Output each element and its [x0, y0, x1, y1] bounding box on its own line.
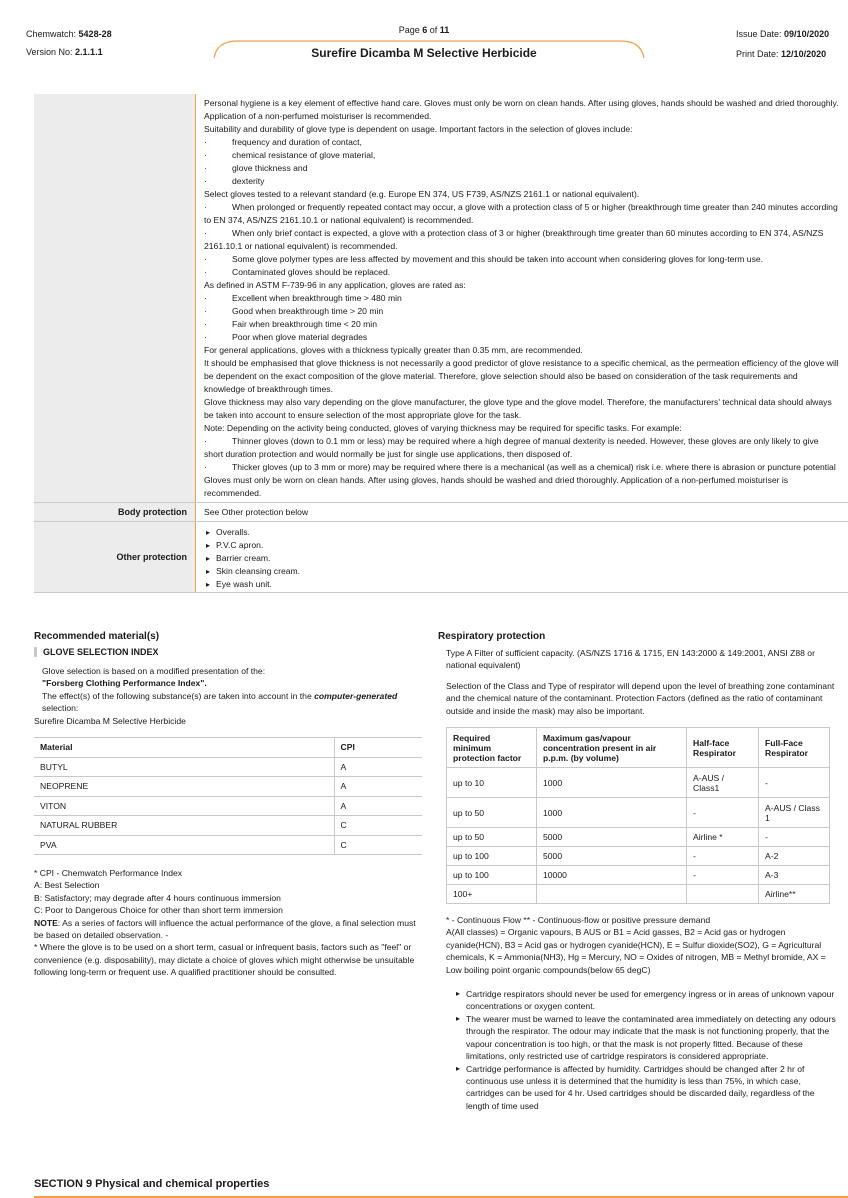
recommended-materials-heading: Recommended material(s): [34, 631, 160, 642]
page-number: [0, 25, 848, 35]
flow-legend: * - Continuous Flow ** - Continuous-flow or positive pressure demand: [446, 915, 711, 926]
material-cell: NATURAL RUBBER: [34, 816, 334, 836]
factor-item: · frequency and duration of contact,: [204, 136, 840, 149]
hand-p2: Suitability and durability of glove type is dependent on usage. Important factors in the selection of gloves include:: [204, 124, 633, 134]
cpi-cell: C: [334, 835, 422, 855]
cell: [687, 885, 759, 904]
cpi-cell: A: [334, 757, 422, 777]
factor-item: · glove thickness and: [204, 162, 840, 175]
cell: -: [687, 798, 759, 828]
hand-b6-text: Thicker gloves (up to 3 mm or more) may be required where there is a mechanical (as well as a chemical) risk i.e. where there is abrasion or puncture potential: [232, 462, 836, 472]
cartridge-bullets: [438, 988, 838, 1112]
hand-p7: Glove thickness may also vary depending on the glove manufacturer, the glove type and the glove model. Therefore, the manufacturers' technical data should always be taken into account to ensure selection of the most appropriate glove for the task.: [204, 397, 832, 420]
rating-item: · Poor when glove material degrades: [204, 331, 840, 344]
cell: A-3: [759, 866, 830, 885]
table-row: [447, 768, 830, 798]
table-row: [34, 757, 422, 777]
cell: A-AUS / Class1: [687, 768, 759, 798]
respirator-filter-text: Type A Filter of sufficient capacity. (AS/NZS 1716 & 1715, EN 143:2000 & 149:2001, ANSI Z88 or national equivalent): [446, 648, 815, 671]
usage-note: * Where the glove is to be used on a short term, casual or infrequent basis, factors such as "feel" or convenience (e.g. disposability), may dictate a choice of gloves which might otherwise be unsuitable following long-term or frequent use. A qualified practitioner should be consulted.: [34, 942, 415, 978]
hand-p3: Select gloves tested to a relevant standard (e.g. Europe EN 374, US F739, AS/NZS 2161.1 or national equivalent).: [204, 189, 640, 199]
print-label: Print Date:: [736, 49, 779, 59]
col-protection-factor: Required minimum protection factor: [447, 728, 537, 768]
material-cell: PVA: [34, 835, 334, 855]
rating-item: · Fair when breakthrough time < 20 min: [204, 318, 840, 331]
cell: 100+: [447, 885, 537, 904]
cell: -: [759, 828, 830, 847]
filter-class-legend: A(All classes) = Organic vapours, B AUS or B1 = Acid gasses, B2 = Acid gas or hydrogen cyanide(HCN), B3 = Acid gas or hydrogen cyanide(HCN), E = Sulfur dioxide(SO2), G = Agricultural chemicals, K = Ammonia(NH3), Hg = Mercury, NO = Oxides of nitrogen, MB = Methyl bromide, AX = Low boiling point organic compounds(below 65 degC): [446, 927, 826, 975]
glove-selection-index-heading: GLOVE SELECTION INDEX: [34, 647, 422, 657]
cpi-notes: [34, 867, 422, 979]
table-row: [34, 816, 422, 836]
cpi-cell: A: [334, 796, 422, 816]
glove-material-table: [34, 737, 422, 855]
table-row: [34, 796, 422, 816]
other-item: ▸ Skin cleansing cream.: [204, 565, 840, 578]
cell: -: [759, 768, 830, 798]
hand-protection-row: [34, 94, 848, 503]
document-title: Surefire Dicamba M Selective Herbicide: [311, 46, 537, 60]
col-full-face: Full-Face Respirator: [759, 728, 830, 768]
hand-protection-text: [195, 94, 848, 502]
gsi-line3b: computer-generated: [314, 690, 398, 701]
hand-protection-label: [34, 94, 195, 502]
cell: 1000: [537, 798, 687, 828]
other-item: ▸ P.V.C apron.: [204, 539, 840, 552]
body-protection-row: [34, 503, 848, 522]
material-cell: BUTYL: [34, 757, 334, 777]
col-cpi: CPI: [334, 738, 422, 758]
other-item: ▸ Eye wash unit.: [204, 578, 840, 591]
respirator-table: [446, 727, 830, 904]
hand-b3-text: Some glove polymer types are less affected by movement and this should be taken into account when considering gloves for long-term use.: [232, 254, 764, 264]
cell: Airline *: [687, 828, 759, 847]
hand-b4: · Contaminated gloves should be replaced.: [204, 267, 391, 277]
hand-p9: Gloves must only be worn on clean hands. After using gloves, hands should be washed and dried thoroughly. Application of a non-perfumed moisturiser is recommended.: [204, 475, 789, 498]
hand-p6: It should be emphasised that glove thickness is not necessarily a good predictor of glove resistance to a specific chemical, as the permeation efficiency of the glove will be dependent on the exact composition of the glove material. Therefore, glove selection should also be based on consideration of the task requirements and knowledge of breakthrough times.: [204, 358, 839, 394]
note-text: : As a series of factors will influence the actual performance of the glove, a final selection must be based on detailed observation. -: [34, 917, 416, 941]
table-row: [34, 835, 422, 855]
cell: A-2: [759, 847, 830, 866]
table-row: [447, 847, 830, 866]
cell: up to 100: [447, 866, 537, 885]
hand-p5: For general applications, gloves with a thickness typically greater than 0.35 mm, are recommended.: [204, 345, 583, 355]
chemwatch-value: 5428-28: [78, 29, 112, 39]
other-item: ▸ Barrier cream.: [204, 552, 840, 565]
hand-b4-text: Contaminated gloves should be replaced.: [232, 267, 391, 277]
cell: -: [687, 847, 759, 866]
chemwatch-label: Chemwatch:: [26, 29, 77, 39]
hand-b2-text: When only brief contact is expected, a glove with a protection class of 3 or higher (breakthrough time greater than 60 minutes according to EN 374, AS/NZS 2161.10.1 or national equivalent) is recommended.: [204, 228, 824, 251]
page-of: of: [429, 25, 438, 35]
col-half-face: Half-face Respirator: [687, 728, 759, 768]
print-value: 12/10/2020: [781, 49, 827, 59]
rating-item: · Excellent when breakthrough time > 480 min: [204, 292, 840, 305]
cell: -: [687, 866, 759, 885]
gsi-product: Surefire Dicamba M Selective Herbicide: [34, 715, 186, 726]
gsi-line3c: selection:: [42, 703, 79, 714]
page-prefix: Page: [398, 25, 420, 35]
other-protection-label: Other protection: [34, 522, 195, 592]
hand-b2: · When only brief contact is expected, a glove with a protection class of 3 or higher (breakthrough time greater than 60 minutes according to EN 374, AS/NZS 2161.10.1 or national equivalent) is recommended.: [204, 228, 824, 251]
cell: 5000: [537, 847, 687, 866]
cartridge-bullet: ▸ Cartridge performance is affected by humidity. Cartridges should be changed after 2 hr of continuous use unless it is determined that the humidity is less than 75%, in which case, cartridges can be used for 4 hr. Used cartridges should be discarded daily, regardless of the length of time used: [454, 1063, 838, 1113]
cell: Airline**: [759, 885, 830, 904]
cell: up to 10: [447, 768, 537, 798]
factor-item: · dexterity: [204, 175, 840, 188]
cell: up to 50: [447, 798, 537, 828]
respirator-notes: [438, 914, 838, 976]
issue-value: 09/10/2020: [784, 29, 830, 39]
factor-item: · chemical resistance of glove material,: [204, 149, 840, 162]
table-header-row: [34, 738, 422, 758]
ppe-table: [34, 94, 848, 593]
gsi-intro: [34, 665, 422, 715]
page-header: [0, 0, 848, 62]
hand-b5: · Thinner gloves (down to 0.1 mm or less) may be required where a high degree of manual dexterity is needed. However, these gloves are only likely to give short duration protection and would normally be just for single use applications, then disposed of.: [204, 436, 819, 459]
table-header-row: [447, 728, 830, 768]
rating-item: · Good when breakthrough time > 20 min: [204, 305, 840, 318]
hand-b6: · Thicker gloves (up to 3 mm or more) may be required where there is a mechanical (as well as a chemical) risk i.e. where there is abrasion or puncture potential: [204, 462, 836, 472]
other-item: ▸ Overalls.: [204, 526, 840, 539]
version-value: 2.1.1.1: [75, 47, 103, 57]
issue-label: Issue Date:: [736, 29, 782, 39]
col-max-concentration: Maximum gas/vapour concentration present in air p.p.m. (by volume): [537, 728, 687, 768]
col-material: Material: [34, 738, 334, 758]
material-cell: NEOPRENE: [34, 777, 334, 797]
cpi-cell: C: [334, 816, 422, 836]
hand-b5-text: Thinner gloves (down to 0.1 mm or less) may be required where a high degree of manual dexterity is needed. However, these gloves are only likely to give short duration protection and would normally be just for single use applications, then disposed of.: [204, 436, 819, 459]
cartridge-bullet: ▸ The wearer must be warned to leave the contaminated area immediately on detecting any odours through the respirator. The odour may indicate that the mask is not functioning properly, that the vapour concentration is too high, or that the mask is not properly fitted. Because of these limitations, only restricted use of cartridge respirators is considered appropriate.: [454, 1013, 838, 1063]
table-row: [447, 828, 830, 847]
cartridge-bullet: ▸ Cartridge respirators should never be used for emergency ingress or in areas of unknown vapour concentrations or oxygen content.: [454, 988, 838, 1013]
body-protection-value: See Other protection below: [195, 503, 848, 521]
cpi-note: B: Satisfactory; may degrade after 4 hours continuous immersion: [34, 892, 281, 903]
cpi-cell: A: [334, 777, 422, 797]
table-row: [447, 885, 830, 904]
cell: up to 50: [447, 828, 537, 847]
hand-b1: · When prolonged or frequently repeated contact may occur, a glove with a protection class of 5 or higher (breakthrough time greater than 240 minutes according to EN 374, AS/NZS 2161.10.1 or national equivalent) is recommended.: [204, 202, 838, 225]
section-9-heading: SECTION 9 Physical and chemical properties: [34, 1178, 848, 1198]
page-num: 6: [422, 25, 428, 35]
note-label: NOTE: [34, 917, 58, 928]
hand-b1-text: When prolonged or frequently repeated contact may occur, a glove with a protection class of 5 or higher (breakthrough time greater than 240 minutes according to EN 374, AS/NZS 2161.10.1 or national equivalent) is recommended.: [204, 202, 838, 225]
hand-b3: · Some glove polymer types are less affected by movement and this should be taken into account when considering gloves for long-term use.: [204, 254, 764, 264]
table-row: [447, 866, 830, 885]
respiratory-protection-section: [438, 631, 838, 1112]
hand-p8: Note: Depending on the activity being conducted, gloves of varying thickness may be required for specific tasks. For example:: [204, 423, 682, 433]
respiratory-intro: [438, 647, 838, 717]
hand-p1: Personal hygiene is a key element of effective hand care. Gloves must only be worn on clean hands. After using gloves, hands should be washed and dried thoroughly. Application of a non-perfumed moisturiser is recommended.: [204, 98, 839, 121]
table-row: [34, 777, 422, 797]
cpi-note: A: Best Selection: [34, 880, 100, 891]
page-total: 11: [439, 25, 450, 35]
table-row: [447, 798, 830, 828]
cell: 1000: [537, 768, 687, 798]
body-protection-label: Body protection: [34, 503, 195, 521]
gsi-line2: "Forsberg Clothing Performance Index".: [42, 678, 207, 689]
cell: up to 100: [447, 847, 537, 866]
recommended-materials-section: [34, 631, 422, 979]
cpi-note: * CPI - Chemwatch Performance Index: [34, 868, 183, 879]
gsi-line3a: The effect(s) of the following substance(s) are taken into account in the: [42, 690, 315, 701]
gsi-line1: Glove selection is based on a modified presentation of the:: [42, 666, 266, 676]
material-cell: VITON: [34, 796, 334, 816]
respiratory-protection-heading: Respiratory protection: [438, 631, 546, 642]
other-protection-list: [195, 522, 848, 592]
version-label: Version No:: [26, 47, 73, 57]
other-protection-row: [34, 522, 848, 593]
hand-p4: As defined in ASTM F-739-96 in any application, gloves are rated as:: [204, 280, 466, 290]
cell: 5000: [537, 828, 687, 847]
cell: A-AUS / Class 1: [759, 798, 830, 828]
cpi-note: C: Poor to Dangerous Choice for other than short term immersion: [34, 905, 283, 916]
cell: 10000: [537, 866, 687, 885]
respirator-selection-text: Selection of the Class and Type of respirator will depend upon the level of breathing zone contaminant and the chemical nature of the contaminant. Protection Factors (defined as the ratio of contaminant outside and inside the mask) may also be important.: [446, 680, 835, 716]
cell: [537, 885, 687, 904]
